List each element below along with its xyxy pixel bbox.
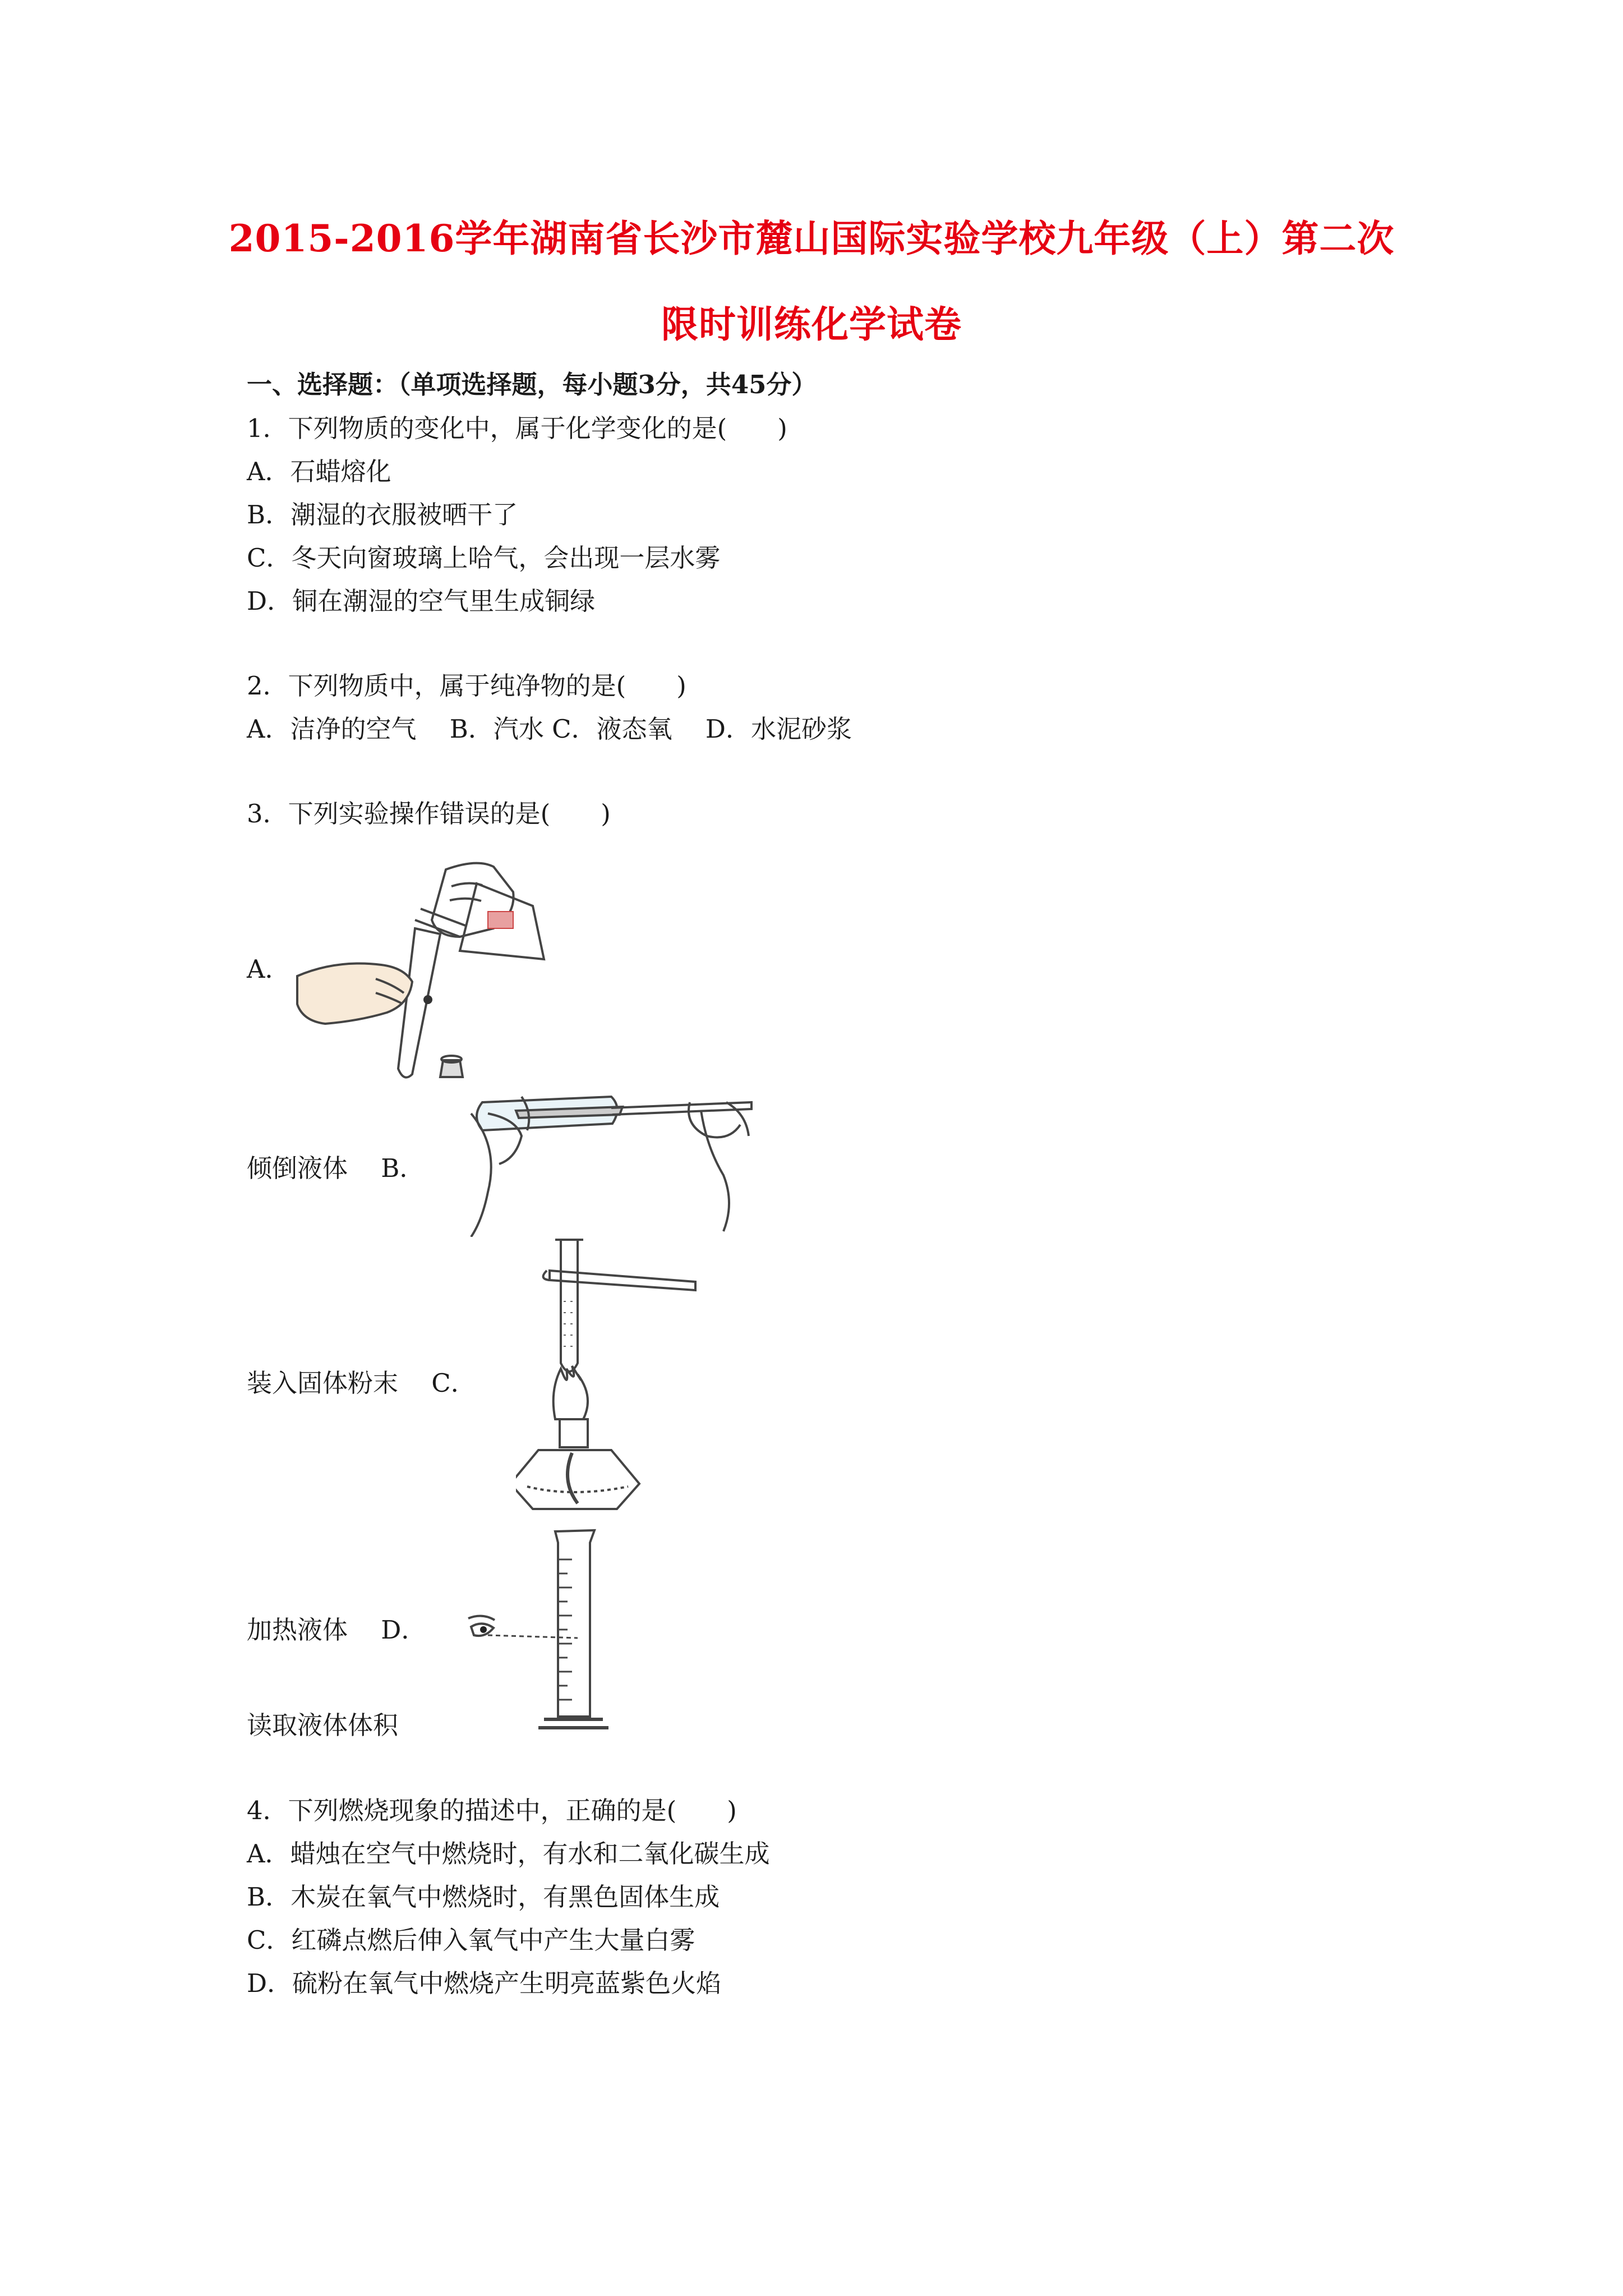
q3-stem: 3．下列实验操作错误的是( ) (247, 799, 611, 829)
powder-loading-illustration (465, 1080, 757, 1237)
q1-option-c: C．冬天向窗玻璃上哈气，会出现一层水雾 (247, 543, 721, 573)
q1-option-b: B．潮湿的衣服被晒干了 (247, 500, 518, 530)
q1-option-a: A．石蜡熔化 (247, 457, 391, 486)
q3-caption-c-label-d: 加热液体 D． (247, 1615, 427, 1645)
q2-options: A．洁净的空气 B．汽水 C．液态氧 D．水泥砂浆 (247, 714, 852, 744)
q1-option-d: D．铜在潮湿的空气里生成铜绿 (247, 586, 596, 616)
reading-cylinder-illustration (460, 1526, 651, 1739)
q4-stem: 4．下列燃烧现象的描述中，正确的是( ) (247, 1796, 737, 1825)
q3-caption-a-label-b: 倾倒液体 B． (247, 1153, 425, 1183)
q4-option-d: D．硫粉在氧气中燃烧产生明亮蓝紫色火焰 (247, 1968, 722, 1998)
exam-title-line1: 2015-2016学年湖南省长沙市麓山国际实验学校九年级（上）第二次 (228, 217, 1395, 260)
q3-label-a: A． (247, 954, 291, 984)
section-heading: 一、选择题：（单项选择题，每小题3分，共45分） (247, 370, 817, 399)
exam-title-line2: 限时训练化学试卷 (661, 302, 962, 346)
q3-caption-d: 读取液体体积 (247, 1710, 399, 1740)
q4-option-a: A．蜡烛在空气中燃烧时，有水和二氧化碳生成 (247, 1839, 770, 1869)
q4-option-b: B．木炭在氧气中燃烧时，有黑色固体生成 (247, 1882, 720, 1912)
q1-stem: 1．下列物质的变化中，属于化学变化的是( ) (247, 413, 787, 443)
q3-caption-b-label-c: 装入固体粉末 C． (247, 1368, 476, 1398)
pouring-liquid-illustration (292, 853, 555, 1088)
q2-stem: 2．下列物质中，属于纯净物的是( ) (247, 671, 686, 701)
heating-liquid-illustration (516, 1234, 729, 1515)
q4-option-c: C．红磷点燃后伸入氧气中产生大量白雾 (247, 1925, 695, 1955)
